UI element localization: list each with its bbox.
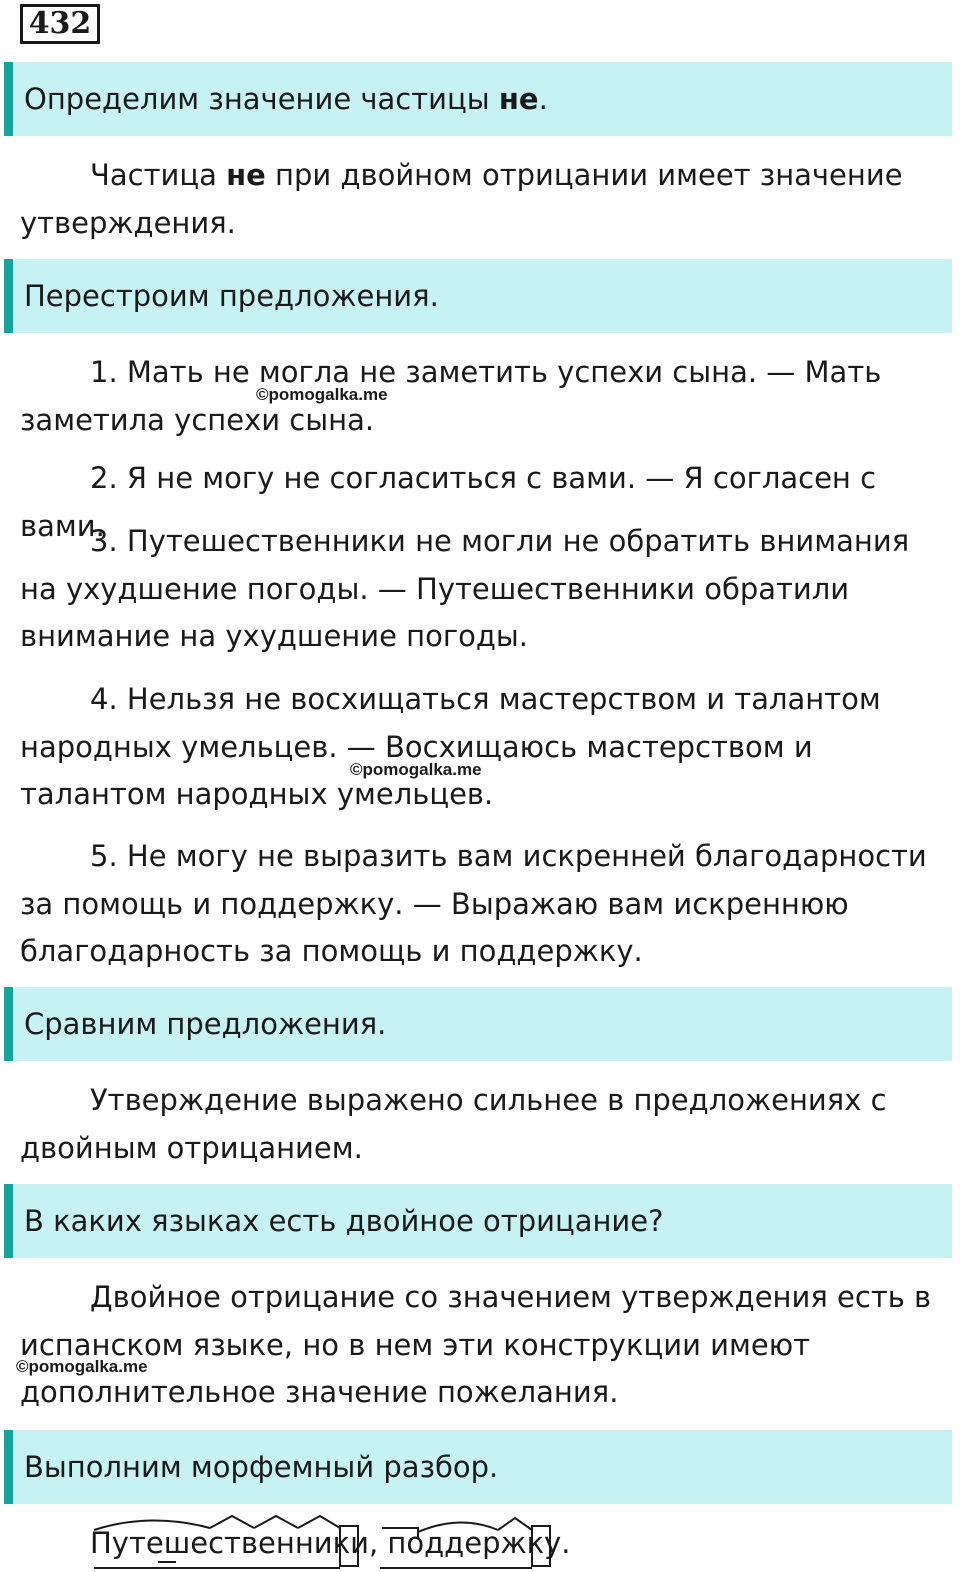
header-bold-word: не [498, 82, 539, 116]
section-header-compare: Сравним предложения. [4, 987, 952, 1061]
morpheme-separator: , [368, 1526, 388, 1560]
morpheme-word-2: поддержку [387, 1526, 562, 1560]
section-header-morpheme: Выполним морфемный разбор. [4, 1430, 952, 1504]
header-text: Определим значение частицы [24, 82, 499, 116]
text-part: Частица [90, 158, 227, 192]
watermark: ©pomogalka.me [350, 760, 482, 779]
morpheme-analysis [90, 1510, 610, 1572]
compare-text: Утверждение выражено сильнее в предложениях с двойным отрицанием. [20, 1083, 887, 1165]
section-header-particle-meaning [4, 62, 952, 136]
watermark: ©pomogalka.me [16, 1357, 148, 1376]
morpheme-words [90, 1524, 571, 1562]
sentence-item-1: 1. Мать не могла не заметить успехи сына. — Мать заметила успехи сына. [20, 355, 882, 437]
text-bold-word: не [226, 158, 266, 192]
watermark: ©pomogalka.me [256, 385, 388, 404]
languages-text: Двойное отрицание со значением утверждения есть в испанском языке, но в нем эти конструкции имеют дополнительное значение пожелания. [20, 1280, 932, 1409]
sentence-item-3: 3. Путешественники не могли не обратить внимания на ухудшение погоды. — Путешественники обратили внимание на ухудшение погоды. [20, 524, 910, 653]
header-punct: . [538, 82, 548, 116]
particle-meaning-text [20, 152, 950, 247]
section-header-rebuild: Перестроим предложения. [4, 259, 952, 333]
text-part: при двойном отрицании имеет значение утверждения. [20, 158, 903, 240]
sentence-item-5: 5. Не могу не выразить вам искренней благодарности за помощь и поддержку. — Выражаю вам искреннюю благодарность за помощь и поддержку. [20, 839, 927, 968]
morpheme-word-1: Путешественники [90, 1526, 369, 1560]
sentence-item-4: 4. Нельзя не восхищаться мастерством и талантом народных умельцев. — Восхищаюсь мастерством и талантом народных умельцев. [20, 682, 881, 811]
section-header-languages: В каких языках есть двойное отрицание? [4, 1184, 952, 1258]
sentence-item-2: 2. Я не могу не согласиться с вами. — Я согласен с вами. [20, 461, 877, 543]
morpheme-end: . [561, 1526, 571, 1560]
task-number: 432 [20, 4, 100, 44]
